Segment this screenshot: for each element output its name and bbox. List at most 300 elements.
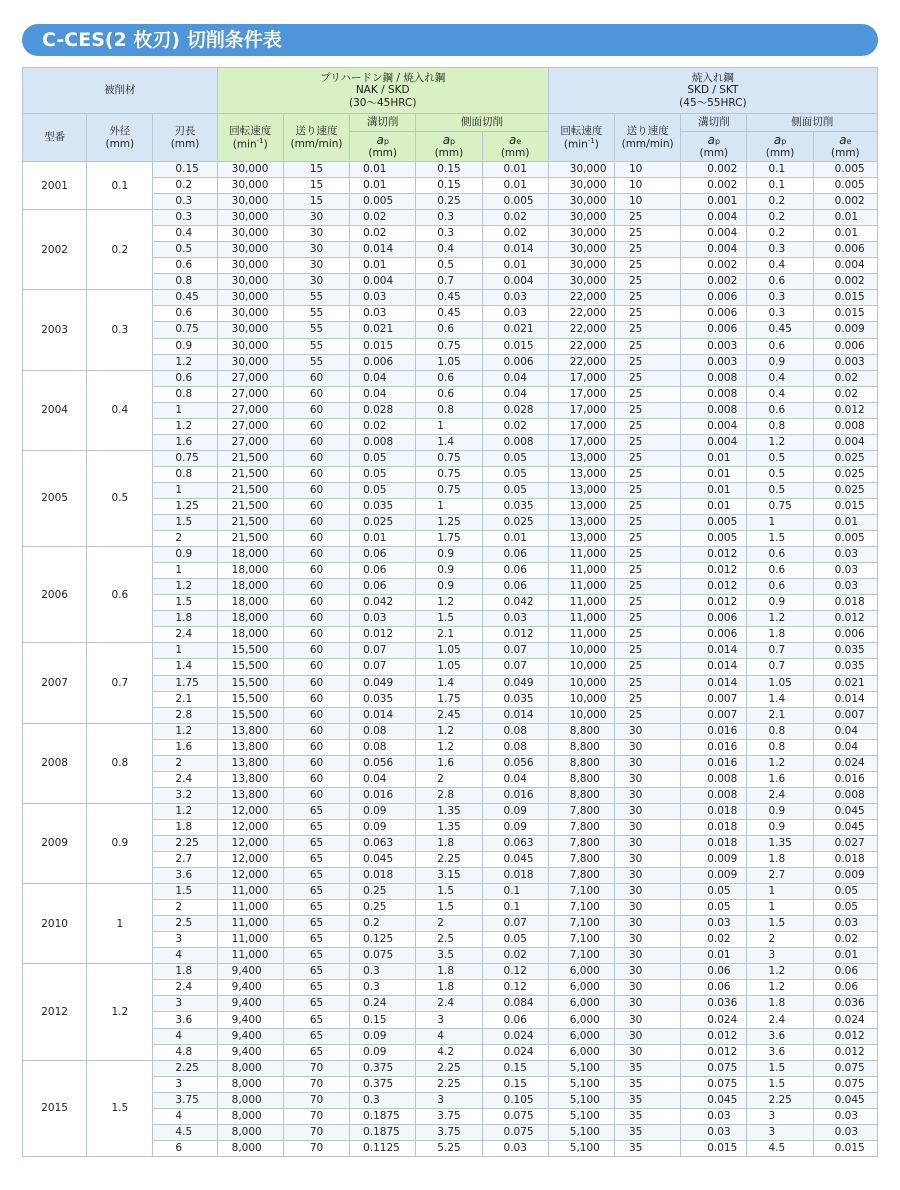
value-cell: 30,000 <box>217 258 283 274</box>
value-cell: 1.35 <box>416 803 482 819</box>
value-cell: 5.25 <box>416 1140 482 1156</box>
value-cell: 0.007 <box>813 707 877 723</box>
value-cell: 0.008 <box>350 434 416 450</box>
value-cell: 30,000 <box>217 354 283 370</box>
value-cell: 0.05 <box>681 884 747 900</box>
value-cell: 0.01 <box>482 162 548 178</box>
diameter-header: 外径 (mm) <box>87 114 153 162</box>
value-cell: 0.014 <box>482 242 548 258</box>
page-title: C-CES(2 枚刃) 切削条件表 <box>22 24 878 56</box>
value-cell: 65 <box>283 884 349 900</box>
value-cell: 0.75 <box>153 450 217 466</box>
value-cell: 0.063 <box>482 835 548 851</box>
value-cell: 0.006 <box>813 242 877 258</box>
value-cell: 0.09 <box>482 819 548 835</box>
value-cell: 0.03 <box>813 1124 877 1140</box>
value-cell: 10 <box>615 162 681 178</box>
value-cell: 13,800 <box>217 787 283 803</box>
value-cell: 0.005 <box>350 194 416 210</box>
value-cell: 2 <box>153 531 217 547</box>
value-cell: 0.002 <box>681 162 747 178</box>
value-cell: 0.008 <box>681 402 747 418</box>
value-cell: 7,100 <box>548 884 614 900</box>
value-cell: 30,000 <box>217 178 283 194</box>
value-cell: 0.006 <box>350 354 416 370</box>
value-cell: 1.8 <box>153 964 217 980</box>
value-cell: 1.5 <box>153 595 217 611</box>
value-cell: 0.02 <box>350 226 416 242</box>
diameter-cell: 0.3 <box>87 290 153 370</box>
value-cell: 3 <box>747 1124 813 1140</box>
value-cell: 0.015 <box>813 290 877 306</box>
value-cell: 60 <box>283 386 349 402</box>
value-cell: 0.1 <box>482 884 548 900</box>
value-cell: 3.2 <box>153 787 217 803</box>
table-row <box>23 547 878 563</box>
value-cell: 0.06 <box>350 563 416 579</box>
value-cell: 60 <box>283 418 349 434</box>
value-cell: 0.06 <box>482 1012 548 1028</box>
value-cell: 0.01 <box>482 531 548 547</box>
table-body <box>23 162 878 1157</box>
value-cell: 0.024 <box>681 1012 747 1028</box>
value-cell: 0.012 <box>482 627 548 643</box>
value-cell: 0.02 <box>350 418 416 434</box>
value-cell: 30 <box>615 852 681 868</box>
value-cell: 0.028 <box>350 402 416 418</box>
value-cell: 1.05 <box>416 659 482 675</box>
value-cell: 11,000 <box>217 884 283 900</box>
value-cell: 0.75 <box>416 338 482 354</box>
value-cell: 0.04 <box>350 771 416 787</box>
value-cell: 30 <box>615 723 681 739</box>
value-cell: 0.084 <box>482 996 548 1012</box>
value-cell: 30,000 <box>217 194 283 210</box>
value-cell: 25 <box>615 707 681 723</box>
value-cell: 0.004 <box>813 258 877 274</box>
value-cell: 1 <box>153 643 217 659</box>
value-cell: 1 <box>747 900 813 916</box>
value-cell: 60 <box>283 707 349 723</box>
value-cell: 0.002 <box>681 258 747 274</box>
value-cell: 4 <box>153 1108 217 1124</box>
value-cell: 30 <box>615 1012 681 1028</box>
value-cell: 30,000 <box>548 274 614 290</box>
value-cell: 0.6 <box>747 338 813 354</box>
value-cell: 0.1 <box>747 178 813 194</box>
value-cell: 0.01 <box>813 515 877 531</box>
value-cell: 30 <box>615 980 681 996</box>
value-cell: 60 <box>283 611 349 627</box>
value-cell: 60 <box>283 531 349 547</box>
value-cell: 60 <box>283 771 349 787</box>
value-cell: 30 <box>615 964 681 980</box>
value-cell: 0.045 <box>813 803 877 819</box>
value-cell: 5,100 <box>548 1076 614 1092</box>
value-cell: 0.014 <box>681 675 747 691</box>
value-cell: 1.4 <box>416 675 482 691</box>
value-cell: 25 <box>615 226 681 242</box>
value-cell: 30 <box>615 868 681 884</box>
value-cell: 2.4 <box>153 771 217 787</box>
value-cell: 0.01 <box>813 210 877 226</box>
value-cell: 3 <box>153 932 217 948</box>
value-cell: 1.5 <box>416 611 482 627</box>
model-cell: 2004 <box>23 370 87 450</box>
value-cell: 0.002 <box>813 274 877 290</box>
value-cell: 65 <box>283 964 349 980</box>
value-cell: 0.06 <box>681 964 747 980</box>
value-cell: 1 <box>747 515 813 531</box>
value-cell: 0.02 <box>813 370 877 386</box>
value-cell: 13,000 <box>548 515 614 531</box>
value-cell: 30 <box>615 755 681 771</box>
value-cell: 0.06 <box>482 579 548 595</box>
value-cell: 17,000 <box>548 418 614 434</box>
value-cell: 0.016 <box>350 787 416 803</box>
value-cell: 1.2 <box>153 579 217 595</box>
model-cell: 2005 <box>23 450 87 546</box>
value-cell: 25 <box>615 290 681 306</box>
value-cell: 1.75 <box>153 675 217 691</box>
value-cell: 0.001 <box>681 194 747 210</box>
value-cell: 0.056 <box>350 755 416 771</box>
value-cell: 0.015 <box>813 1140 877 1156</box>
value-cell: 0.4 <box>747 258 813 274</box>
value-cell: 1.2 <box>416 739 482 755</box>
value-cell: 0.03 <box>350 290 416 306</box>
value-cell: 22,000 <box>548 354 614 370</box>
value-cell: 0.1125 <box>350 1140 416 1156</box>
value-cell: 0.3 <box>153 194 217 210</box>
value-cell: 0.6 <box>416 386 482 402</box>
value-cell: 65 <box>283 980 349 996</box>
value-cell: 0.014 <box>350 707 416 723</box>
value-cell: 0.045 <box>350 852 416 868</box>
diameter-cell: 1 <box>87 884 153 964</box>
value-cell: 8,800 <box>548 723 614 739</box>
slot-header-b: 溝切削 <box>681 114 747 132</box>
value-cell: 0.002 <box>681 274 747 290</box>
table-row <box>23 964 878 980</box>
value-cell: 0.09 <box>350 1028 416 1044</box>
value-cell: 0.01 <box>482 178 548 194</box>
value-cell: 10 <box>615 194 681 210</box>
value-cell: 30 <box>615 819 681 835</box>
value-cell: 1.5 <box>153 515 217 531</box>
value-cell: 2.4 <box>747 787 813 803</box>
diameter-cell: 0.2 <box>87 210 153 290</box>
value-cell: 30,000 <box>548 242 614 258</box>
value-cell: 2.25 <box>153 1060 217 1076</box>
value-cell: 30,000 <box>217 210 283 226</box>
value-cell: 0.075 <box>482 1124 548 1140</box>
value-cell: 5,100 <box>548 1060 614 1076</box>
value-cell: 0.009 <box>681 868 747 884</box>
value-cell: 0.004 <box>482 274 548 290</box>
value-cell: 1.8 <box>153 611 217 627</box>
value-cell: 0.008 <box>681 787 747 803</box>
value-cell: 1.4 <box>416 434 482 450</box>
value-cell: 0.7 <box>747 659 813 675</box>
value-cell: 0.375 <box>350 1076 416 1092</box>
value-cell: 0.002 <box>813 194 877 210</box>
value-cell: 25 <box>615 595 681 611</box>
value-cell: 18,000 <box>217 595 283 611</box>
value-cell: 10,000 <box>548 659 614 675</box>
value-cell: 0.025 <box>813 482 877 498</box>
value-cell: 30 <box>615 787 681 803</box>
value-cell: 30 <box>615 1028 681 1044</box>
value-cell: 0.4 <box>153 226 217 242</box>
value-cell: 1.5 <box>747 1076 813 1092</box>
value-cell: 25 <box>615 354 681 370</box>
value-cell: 2.45 <box>416 707 482 723</box>
value-cell: 70 <box>283 1108 349 1124</box>
value-cell: 4.5 <box>747 1140 813 1156</box>
value-cell: 0.012 <box>813 611 877 627</box>
value-cell: 7,100 <box>548 900 614 916</box>
value-cell: 0.003 <box>681 338 747 354</box>
value-cell: 0.024 <box>813 755 877 771</box>
value-cell: 0.02 <box>813 932 877 948</box>
value-cell: 70 <box>283 1140 349 1156</box>
value-cell: 1.5 <box>416 900 482 916</box>
value-cell: 65 <box>283 835 349 851</box>
value-cell: 30,000 <box>548 258 614 274</box>
value-cell: 25 <box>615 498 681 514</box>
value-cell: 0.04 <box>813 739 877 755</box>
value-cell: 0.007 <box>681 691 747 707</box>
table-row <box>23 210 878 226</box>
value-cell: 25 <box>615 675 681 691</box>
value-cell: 7,800 <box>548 803 614 819</box>
value-cell: 0.01 <box>813 226 877 242</box>
value-cell: 21,500 <box>217 531 283 547</box>
value-cell: 0.9 <box>416 547 482 563</box>
value-cell: 0.6 <box>747 563 813 579</box>
table-row <box>23 643 878 659</box>
value-cell: 0.8 <box>153 386 217 402</box>
value-cell: 0.45 <box>416 290 482 306</box>
value-cell: 65 <box>283 948 349 964</box>
value-cell: 0.012 <box>681 1028 747 1044</box>
value-cell: 0.045 <box>813 819 877 835</box>
table-row <box>23 290 878 306</box>
value-cell: 0.063 <box>350 835 416 851</box>
value-cell: 30 <box>615 803 681 819</box>
value-cell: 60 <box>283 595 349 611</box>
model-cell: 2006 <box>23 547 87 643</box>
value-cell: 0.015 <box>813 498 877 514</box>
value-cell: 25 <box>615 563 681 579</box>
value-cell: 0.105 <box>482 1092 548 1108</box>
ae-header: ae (mm) <box>813 132 877 162</box>
value-cell: 25 <box>615 547 681 563</box>
value-cell: 21,500 <box>217 498 283 514</box>
value-cell: 0.05 <box>482 932 548 948</box>
value-cell: 2.8 <box>153 707 217 723</box>
value-cell: 0.75 <box>416 482 482 498</box>
value-cell: 1.5 <box>747 531 813 547</box>
value-cell: 0.6 <box>747 274 813 290</box>
value-cell: 35 <box>615 1108 681 1124</box>
value-cell: 2.1 <box>416 627 482 643</box>
value-cell: 10,000 <box>548 707 614 723</box>
value-cell: 1.8 <box>747 852 813 868</box>
value-cell: 0.75 <box>416 466 482 482</box>
value-cell: 65 <box>283 1028 349 1044</box>
value-cell: 9,400 <box>217 964 283 980</box>
value-cell: 30 <box>615 884 681 900</box>
value-cell: 2 <box>416 771 482 787</box>
value-cell: 6,000 <box>548 964 614 980</box>
value-cell: 65 <box>283 852 349 868</box>
value-cell: 1.8 <box>747 627 813 643</box>
value-cell: 0.25 <box>350 900 416 916</box>
value-cell: 2.4 <box>416 996 482 1012</box>
value-cell: 0.5 <box>747 450 813 466</box>
value-cell: 0.2 <box>153 178 217 194</box>
value-cell: 0.01 <box>813 948 877 964</box>
value-cell: 0.008 <box>681 370 747 386</box>
value-cell: 0.5 <box>747 482 813 498</box>
value-cell: 0.012 <box>813 1044 877 1060</box>
value-cell: 2.25 <box>747 1092 813 1108</box>
value-cell: 11,000 <box>217 932 283 948</box>
value-cell: 0.03 <box>350 611 416 627</box>
value-cell: 55 <box>283 338 349 354</box>
value-cell: 70 <box>283 1124 349 1140</box>
value-cell: 30 <box>615 900 681 916</box>
value-cell: 0.125 <box>350 932 416 948</box>
value-cell: 1.5 <box>416 884 482 900</box>
value-cell: 9,400 <box>217 980 283 996</box>
value-cell: 7,100 <box>548 932 614 948</box>
value-cell: 0.035 <box>813 659 877 675</box>
value-cell: 0.3 <box>747 306 813 322</box>
value-cell: 2 <box>747 932 813 948</box>
value-cell: 0.6 <box>153 370 217 386</box>
value-cell: 15 <box>283 162 349 178</box>
diameter-cell: 1.5 <box>87 1060 153 1156</box>
value-cell: 5,100 <box>548 1124 614 1140</box>
value-cell: 60 <box>283 627 349 643</box>
value-cell: 0.15 <box>416 162 482 178</box>
value-cell: 1.5 <box>747 916 813 932</box>
value-cell: 0.08 <box>350 723 416 739</box>
value-cell: 0.012 <box>681 595 747 611</box>
value-cell: 0.006 <box>681 290 747 306</box>
value-cell: 0.15 <box>482 1060 548 1076</box>
value-cell: 1.75 <box>416 691 482 707</box>
value-cell: 1.35 <box>416 819 482 835</box>
value-cell: 3.6 <box>153 868 217 884</box>
value-cell: 0.018 <box>681 803 747 819</box>
value-cell: 10,000 <box>548 675 614 691</box>
value-cell: 17,000 <box>548 434 614 450</box>
value-cell: 30,000 <box>217 242 283 258</box>
value-cell: 60 <box>283 482 349 498</box>
value-cell: 25 <box>615 418 681 434</box>
value-cell: 12,000 <box>217 868 283 884</box>
value-cell: 1.6 <box>153 739 217 755</box>
value-cell: 0.005 <box>681 515 747 531</box>
value-cell: 0.003 <box>681 354 747 370</box>
value-cell: 22,000 <box>548 290 614 306</box>
value-cell: 0.04 <box>350 386 416 402</box>
value-cell: 0.021 <box>813 675 877 691</box>
value-cell: 1.5 <box>747 1060 813 1076</box>
value-cell: 0.03 <box>681 1124 747 1140</box>
value-cell: 3 <box>416 1012 482 1028</box>
value-cell: 0.5 <box>153 242 217 258</box>
value-cell: 13,800 <box>217 739 283 755</box>
value-cell: 8,000 <box>217 1108 283 1124</box>
value-cell: 0.018 <box>681 819 747 835</box>
value-cell: 70 <box>283 1092 349 1108</box>
value-cell: 30,000 <box>217 274 283 290</box>
value-cell: 0.9 <box>153 338 217 354</box>
value-cell: 55 <box>283 306 349 322</box>
value-cell: 0.014 <box>813 691 877 707</box>
value-cell: 0.018 <box>350 868 416 884</box>
value-cell: 25 <box>615 402 681 418</box>
value-cell: 0.024 <box>482 1028 548 1044</box>
value-cell: 21,500 <box>217 450 283 466</box>
value-cell: 4.5 <box>153 1124 217 1140</box>
value-cell: 0.15 <box>416 178 482 194</box>
value-cell: 25 <box>615 434 681 450</box>
value-cell: 25 <box>615 258 681 274</box>
value-cell: 0.009 <box>813 322 877 338</box>
value-cell: 60 <box>283 755 349 771</box>
value-cell: 9,400 <box>217 1012 283 1028</box>
value-cell: 11,000 <box>548 611 614 627</box>
value-cell: 4 <box>153 1028 217 1044</box>
value-cell: 0.1 <box>747 162 813 178</box>
value-cell: 35 <box>615 1124 681 1140</box>
value-cell: 25 <box>615 579 681 595</box>
value-cell: 1.8 <box>416 964 482 980</box>
value-cell: 0.02 <box>482 226 548 242</box>
value-cell: 2.4 <box>153 627 217 643</box>
side-header-a: 側面切削 <box>416 114 548 132</box>
value-cell: 0.08 <box>350 739 416 755</box>
value-cell: 15 <box>283 178 349 194</box>
value-cell: 25 <box>615 370 681 386</box>
value-cell: 3 <box>747 1108 813 1124</box>
table-row <box>23 162 878 178</box>
value-cell: 0.8 <box>416 402 482 418</box>
value-cell: 1 <box>153 402 217 418</box>
model-cell: 2008 <box>23 723 87 803</box>
value-cell: 60 <box>283 498 349 514</box>
value-cell: 13,000 <box>548 531 614 547</box>
value-cell: 0.075 <box>813 1076 877 1092</box>
value-cell: 0.005 <box>813 178 877 194</box>
value-cell: 0.8 <box>153 466 217 482</box>
diameter-cell: 0.7 <box>87 643 153 723</box>
value-cell: 7,800 <box>548 819 614 835</box>
value-cell: 2.5 <box>416 932 482 948</box>
value-cell: 0.6 <box>153 306 217 322</box>
value-cell: 0.25 <box>350 884 416 900</box>
value-cell: 15,500 <box>217 691 283 707</box>
value-cell: 0.014 <box>681 643 747 659</box>
value-cell: 0.012 <box>681 563 747 579</box>
value-cell: 1.2 <box>153 723 217 739</box>
